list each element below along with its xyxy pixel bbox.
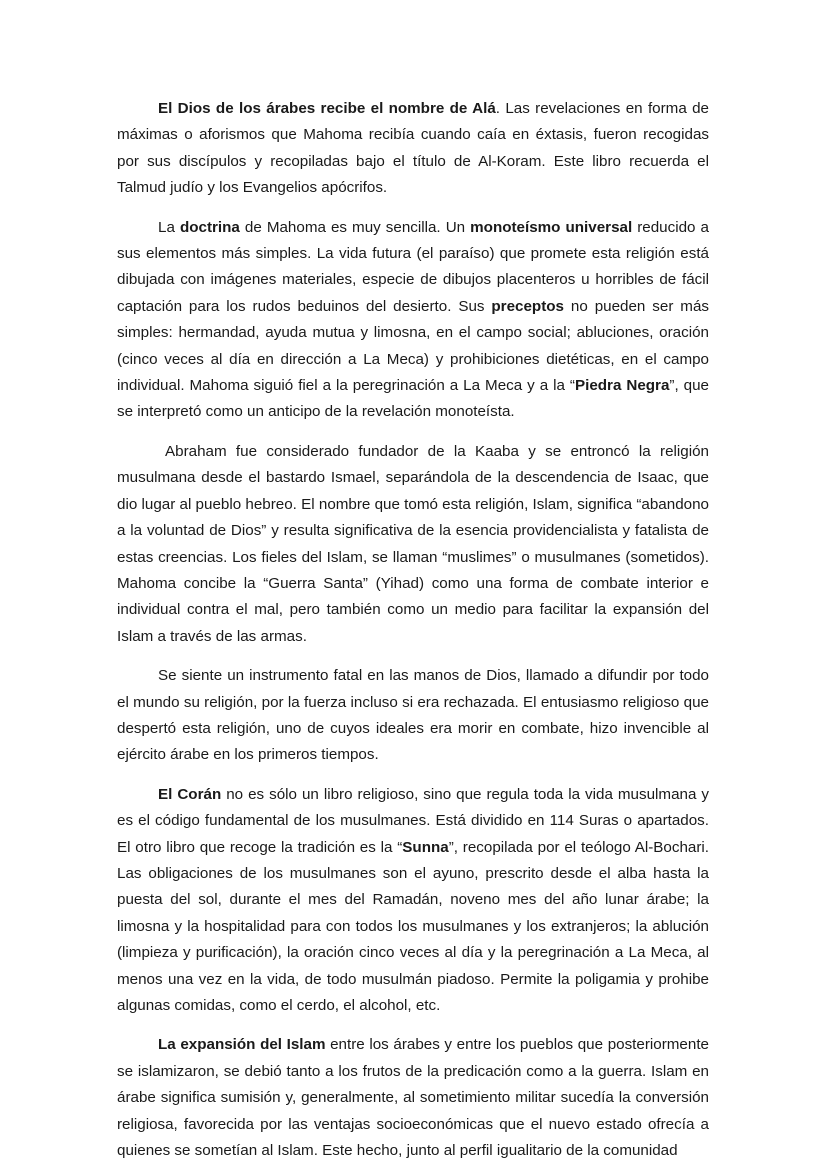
text-run: . Las revelaciones en forma de máximas o aforismos que Mahoma recibía cuando caía en éxtasis, fueron recogidas por sus discípulos y recopiladas bajo el título de Al-Koram. Este libro recuerda el Talmud judío y los Evangelios apócrifos. xyxy=(117,100,709,197)
bold-phrase: monoteísmo universal xyxy=(470,218,633,236)
bold-phrase: preceptos xyxy=(491,297,564,315)
bold-phrase: doctrina xyxy=(179,218,240,236)
text-run: ”, recopilada por el teólogo Al-Bochari. Las obligaciones de los musulmanes son el ayuno, prescrito desde el alba hasta la puesta del sol, durante el mes del Ramadán, noveno mes del año lunar árabe; la limosna y la hospitalidad para con todos los musulmanes y los extranjeros; la ablución (limpieza y purificación), la oración cinco veces al día y la peregrinación a La Meca, al menos una vez en la vida, de todo musulmán piadoso. Permite la poligamia y prohibe algunas comidas, como el cerdo, el alcohol, etc. xyxy=(117,838,709,1014)
bold-phrase: Piedra Negra xyxy=(574,377,670,395)
bold-phrase: Sunna xyxy=(402,838,449,856)
text-run: reducido a sus elementos más simples. La vida futura (el paraíso) que promete esta religión está dibujada con imágenes materiales, especie de dibujos placenteros u horribles de fácil captación para los rudos beduinos del desierto. Sus xyxy=(117,218,709,315)
text-run: de Mahoma es muy sencilla. Un xyxy=(239,218,471,236)
paragraph-instrumento-fatal xyxy=(117,663,709,769)
bold-phrase: El Corán xyxy=(158,785,222,803)
paragraph-doctrina xyxy=(117,215,709,426)
text-run: ”, que se interpretó como un anticipo de la revelación monoteísta. xyxy=(117,377,710,421)
text-run: no es sólo un libro religioso, sino que regula toda la vida musulmana y es el código fundamental de los musulmanes. Está dividido en 114 Suras o apartados. El otro libro que recoge la tradición es la “ xyxy=(117,785,709,856)
bold-phrase: El Dios de los árabes recibe el nombre de Alá xyxy=(158,100,496,117)
paragraph-abraham xyxy=(117,439,709,650)
paragraph-allah xyxy=(117,96,709,202)
text-run: no pueden ser más simples: hermandad, ayuda mutua y limosna, en el campo social; abluciones, oración (cinco veces al día en dirección a La Meca) y prohibiciones dietéticas, en el campo individual. Mahoma siguió fiel a la peregrinación a La Meca y a la “ xyxy=(117,297,709,395)
paragraph-expansion xyxy=(117,1032,709,1164)
text-run: Abraham fue considerado fundador de la Kaaba y se entroncó la religión musulmana desde el bastardo Ismael, separándola de la descendencia de Isaac, que dio lugar al pueblo hebreo. El nombre que tomó esta religión, Islam, significa “abandono a la voluntad de Dios” y resulta significativa de la esencia providencialista y fatalista de estas creencias. Los fieles del Islam, se llaman “muslimes” o musulmanes (sometidos). Mahoma concibe la “Guerra Santa” (Yihad) como una forma de combate interior e individual contra el mal, pero también como un medio para facilitar la expansión del Islam a través de las armas. xyxy=(117,442,709,645)
bold-phrase: La expansión del Islam xyxy=(158,1036,326,1054)
text-run: La xyxy=(158,218,180,236)
text-run: Se siente un instrumento fatal en las manos de Dios, llamado a difundir por todo el mundo su religión, por la fuerza incluso si era rechazada. El entusiasmo religioso que despertó esta religión, uno de cuyos ideales era morir en combate, hizo invencible al ejército árabe en los primeros tiempos. xyxy=(117,667,709,764)
paragraph-coran xyxy=(117,782,709,1020)
document-body xyxy=(117,96,709,1164)
text-run: entre los árabes y entre los pueblos que posteriormente se islamizaron, se debió tanto a los frutos de la predicación como a la guerra. Islam en árabe significa sumisión y, generalmente, al sometimiento militar sucedía la conversión religiosa, favorecida por las ventajas socioeconómicas que el nuevo estado ofrecía a quienes se sometían al Islam. Este hecho, junto al perfil igualitario de la comunidad xyxy=(117,1036,709,1160)
